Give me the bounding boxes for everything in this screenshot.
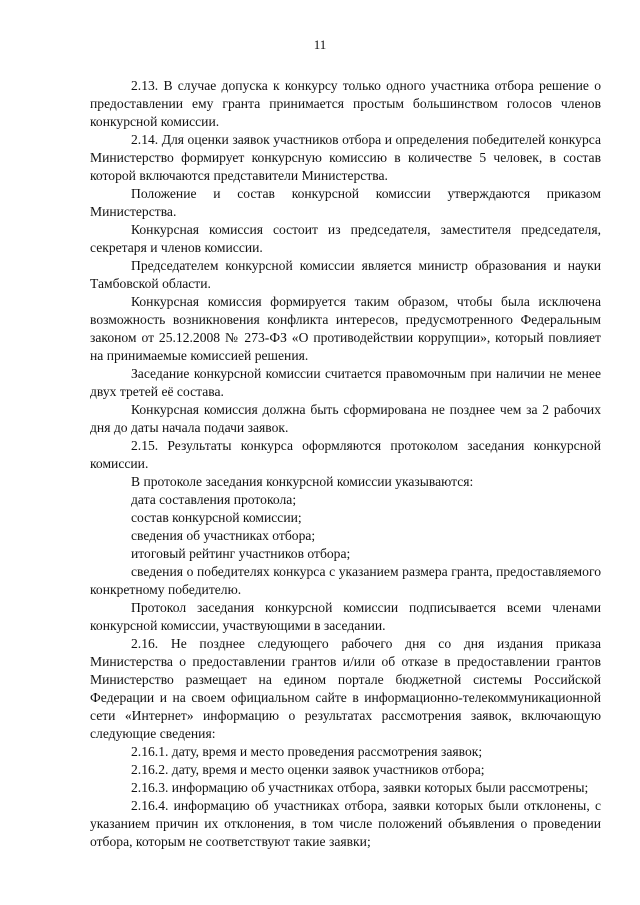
list-item-final-rating: итоговый рейтинг участников отбора;	[131, 546, 351, 561]
paragraph-2-13: 2.13. В случае допуска к конкурсу только одного участника отбора решение о предоставлении ему гранта принимается простым большинством голосов членов конкурсной комиссии.	[90, 78, 601, 129]
paragraph-2-16-3: 2.16.3. информацию об участниках отбора, заявки которых были рассмотрены;	[131, 780, 589, 795]
paragraph-2-16-4: 2.16.4. информацию об участниках отбора, заявки которых были отклонены, с указанием причин их отклонения, в том числе положений объявления о проведении отбора, которым не соответствуют такие заявки;	[90, 798, 601, 849]
paragraph-protocol-contents: В протоколе заседания конкурсной комиссии указываются:	[131, 474, 474, 489]
list-item-participants-info: сведения об участниках отбора;	[131, 528, 316, 543]
paragraph-commission-composition: Конкурсная комиссия состоит из председателя, заместителя председателя, секретаря и членов комиссии.	[90, 222, 601, 255]
list-item-protocol-date: дата составления протокола;	[131, 492, 297, 507]
paragraph-2-16-1: 2.16.1. дату, время и место проведения рассмотрения заявок;	[131, 744, 483, 759]
paragraph-protocol-signing: Протокол заседания конкурсной комиссии подписывается всеми членами конкурсной комиссии, участвующими в заседании.	[90, 600, 601, 633]
paragraph-conflict-of-interest: Конкурсная комиссия формируется таким образом, чтобы была исключена возможность возникновения конфликта интересов, предусмотренного Федеральным законом от 25.12.2008 № 273-ФЗ «О противодействии коррупции», который повлияет на принимаемые комиссией решения.	[90, 294, 601, 363]
paragraph-2-16-2: 2.16.2. дату, время и место оценки заявок участников отбора;	[131, 762, 485, 777]
list-item-winners-info: сведения о победителях конкурса с указанием размера гранта, предоставляемого конкретному победителю.	[90, 564, 601, 597]
paragraph-2-15: 2.15. Результаты конкурса оформляются протоколом заседания конкурсной комиссии.	[90, 438, 601, 471]
page-number: 11	[313, 37, 327, 52]
paragraph-formation-deadline: Конкурсная комиссия должна быть сформирована не позднее чем за 2 рабочих дня до даты начала подачи заявок.	[90, 402, 601, 435]
paragraph-2-16: 2.16. Не позднее следующего рабочего дня со дня издания приказа Министерства о предоставлении грантов и/или об отказе в предоставлении грантов Министерство размещает на едином портале бюджетной системы Российской Федерации и на своем официальном сайте в информационно-телекоммуникационной сети «Интернет» информацию о результатах рассмотрения заявок, включающую следующие сведения:	[90, 636, 601, 741]
document-body	[90, 77, 601, 851]
list-item-commission-composition: состав конкурсной комиссии;	[131, 510, 302, 525]
paragraph-commission-regulation: Положение и состав конкурсной комиссии утверждаются приказом Министерства.	[90, 186, 601, 219]
paragraph-commission-chair: Председателем конкурсной комиссии является министр образования и науки Тамбовской области.	[90, 258, 601, 291]
paragraph-quorum: Заседание конкурсной комиссии считается правомочным при наличии не менее двух третей её состава.	[90, 366, 601, 399]
paragraph-2-14: 2.14. Для оценки заявок участников отбора и определения победителей конкурса Министерство формирует конкурсную комиссию в количестве 5 человек, в состав которой включаются представители Министерства.	[90, 132, 601, 183]
